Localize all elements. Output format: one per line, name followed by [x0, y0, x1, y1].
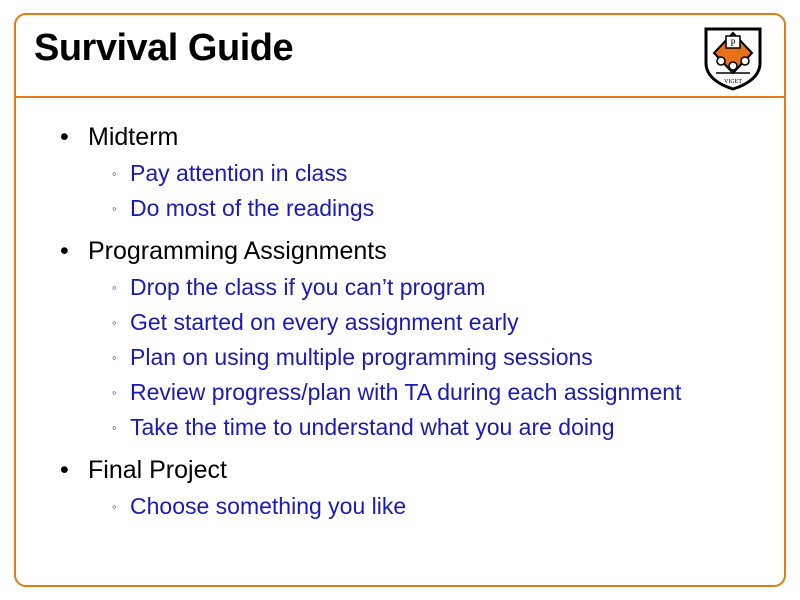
bullet-marker-level2: ◦: [112, 350, 117, 365]
svg-text:P: P: [730, 38, 736, 48]
bullet-level2-text: Plan on using multiple programming sessions: [130, 344, 593, 370]
bullet-level2-text: Get started on every assignment early: [130, 309, 519, 335]
bullet-marker-level2: ◦: [112, 499, 117, 514]
bullet-level2-text: Review progress/plan with TA during each assignment: [130, 379, 682, 405]
page-title: Survival Guide: [34, 27, 294, 69]
bullet-level1: [26, 453, 774, 487]
bullet-marker-level2: ◦: [112, 420, 117, 435]
bullet-marker-level1: •: [60, 123, 69, 151]
bullet-level2: [26, 489, 774, 524]
svg-text:VIGET: VIGET: [724, 79, 742, 85]
bullet-level2: [26, 191, 774, 226]
bullet-level2: [26, 340, 774, 375]
bullet-level1: [26, 120, 774, 154]
bullet-level1-text: Midterm: [88, 123, 179, 151]
slide-title-bar: [16, 15, 784, 98]
slide-body: [16, 98, 784, 524]
bullet-marker-level1: •: [60, 456, 69, 484]
bullet-level1-text: Programming Assignments: [88, 237, 387, 265]
bullet-level2-text: Choose something you like: [130, 493, 407, 519]
bullet-marker-level1: •: [60, 237, 69, 265]
bullet-marker-level2: ◦: [112, 201, 117, 216]
bullet-level2-text: Take the time to understand what you are doing: [130, 414, 615, 440]
bullet-group: [26, 120, 774, 226]
princeton-shield-icon: [700, 23, 766, 91]
bullet-level2: [26, 156, 774, 191]
bullet-marker-level2: ◦: [112, 385, 117, 400]
bullet-level1: [26, 234, 774, 268]
bullet-marker-level2: ◦: [112, 315, 117, 330]
bullet-group: [26, 234, 774, 445]
bullet-level2-text: Drop the class if you can’t program: [130, 274, 486, 300]
bullet-marker-level2: ◦: [112, 166, 117, 181]
bullet-level2-text: Do most of the readings: [130, 195, 375, 221]
slide: [14, 13, 786, 587]
bullet-level2: [26, 410, 774, 445]
bullet-level2: [26, 375, 774, 410]
bullet-level2: [26, 305, 774, 340]
bullet-group: [26, 453, 774, 524]
bullet-marker-level2: ◦: [112, 280, 117, 295]
bullet-level2-text: Pay attention in class: [130, 160, 348, 186]
bullet-level2: [26, 270, 774, 305]
bullet-level1-text: Final Project: [88, 456, 227, 484]
